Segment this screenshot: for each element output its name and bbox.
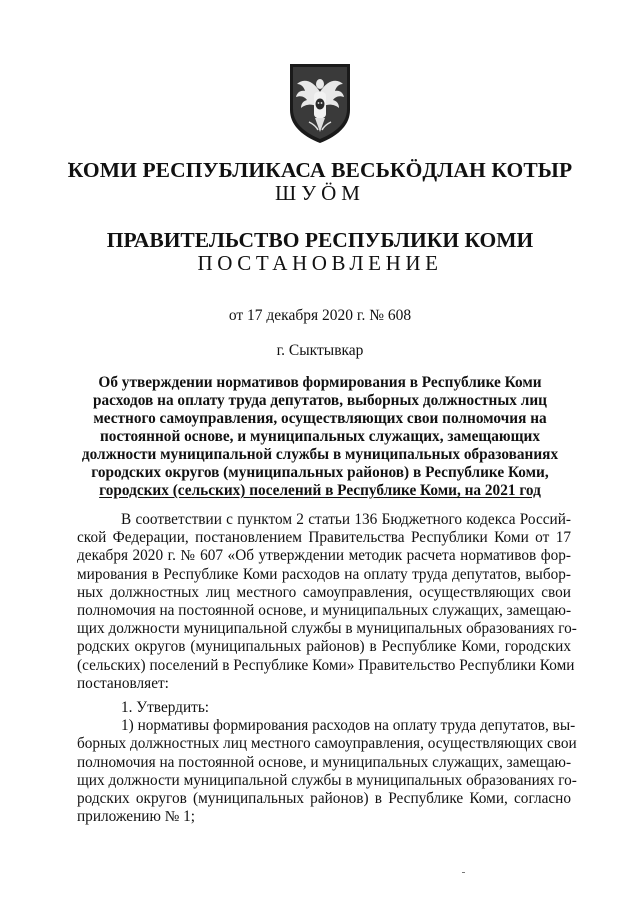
decree-title-line: городских округов (муниципальных районов) в Республике Коми,: [91, 464, 549, 481]
body-line: полномочия на постоянной основе, и муниципальных служащих, замещаю-: [77, 601, 572, 619]
document-type: ПОСТАНОВЛЕНИЕ: [197, 251, 443, 275]
body-line: родских округов (муниципальных районов) в Республике Коми, согласно: [77, 789, 571, 807]
komi-coat-of-arms-icon: [287, 62, 353, 144]
body-line: мирования в Республике Коми расходов на оплату труда депутатов, выбор-: [77, 565, 571, 583]
item-1-heading: 1. Утвердить:: [121, 699, 210, 716]
body-line: приложению № 1;: [77, 808, 196, 826]
body-line: щих должности муниципальной службы в муниципальных образованиях го-: [77, 620, 577, 638]
decree-title-line: местного самоуправления, осуществляющих свои полномочия на: [93, 410, 547, 427]
item-1-paragraph: [77, 699, 577, 826]
decree-title-line: постоянной основе, и муниципальных служащих, замещающих: [99, 428, 540, 445]
decree-title-line: расходов на оплату труда депутатов, выборных должностных лиц: [93, 392, 547, 409]
government-title: ПРАВИТЕЛЬСТВО РЕСПУБЛИКИ КОМИ: [106, 228, 534, 252]
komi-government-title: КОМИ РЕСПУБЛИКАСА ВЕСЬКӦДЛАН КОТЫР: [67, 158, 573, 182]
body-line: полномочия на постоянной основе, и муниципальных служащих, замещаю-: [77, 753, 572, 771]
body-line: В соответствии с пунктом 2 статьи 136 Бюджетного кодекса Россий-: [121, 511, 571, 528]
decree-title: [80, 374, 560, 500]
scan-speck: [462, 872, 465, 873]
body-line: постановляет:: [77, 674, 169, 692]
decree-title-line: Об утверждении нормативов формирования в Республике Коми: [98, 374, 542, 391]
body-line: щих должности муниципальной службы в муниципальных образованиях го-: [77, 771, 577, 789]
decree-title-line: городских (сельских) поселений в Республике Коми, на 2021 год: [99, 482, 541, 499]
komi-decree-word: ШУӦМ: [275, 181, 365, 205]
body-line: родских округов (муниципальных районов) в Республике Коми, городских: [77, 638, 571, 656]
body-line: декабря 2020 г. № 607 «Об утверждении методик расчета нормативов фор-: [77, 547, 571, 565]
body-line: борных должностных лиц местного самоуправления, осуществляющих свои: [77, 735, 577, 753]
decree-title-line: должности муниципальной службы в муниципальных образованиях: [81, 446, 559, 463]
body-line: ской Федерации, постановлением Правительства Республики Коми от 17: [77, 529, 571, 547]
preamble-paragraph: [77, 511, 577, 693]
body-line: ных должностных лиц местного самоуправления, осуществляющих свои: [77, 583, 571, 601]
decree-date-number: от 17 декабря 2020 г. № 608: [228, 307, 412, 324]
body-line: 1) нормативы формирования расходов на оплату труда депутатов, вы-: [121, 717, 576, 735]
city: г. Сыктывкар: [276, 342, 364, 359]
body-line: (сельских) поселений в Республике Коми» Правительство Республики Коми: [77, 656, 575, 674]
